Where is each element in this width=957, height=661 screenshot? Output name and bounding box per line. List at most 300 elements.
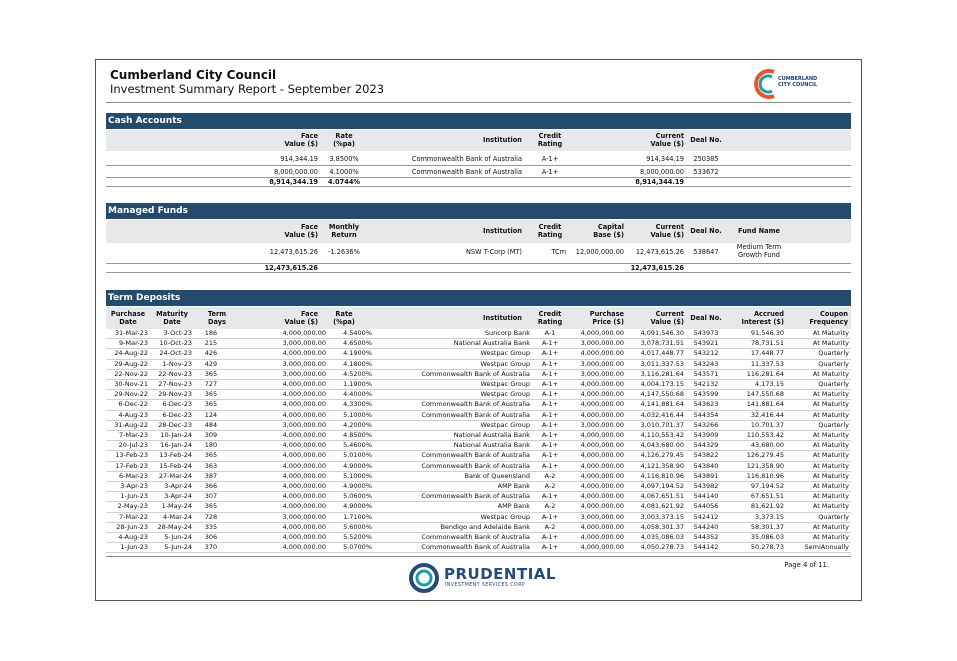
table-cell: 31-Mar-23	[114, 329, 148, 337]
table-cell: 17,448.77	[750, 349, 784, 358]
table-cell: 4,017,448.77	[640, 349, 684, 358]
prudential-name: PRUDENTIAL	[444, 565, 556, 583]
table-cell: 97,194.52	[750, 482, 784, 491]
table-cell: 4,000,000.00	[580, 461, 624, 470]
table-cell: 4,000,000.00	[282, 431, 326, 440]
mf-capital-header: Capital Base ($)	[593, 223, 624, 239]
table-row	[106, 441, 851, 451]
table-cell: 4.5200%	[343, 369, 372, 378]
table-cell: 3,116,281.64	[640, 369, 684, 378]
table-row	[106, 543, 851, 553]
table-cell: 5.0700%	[343, 543, 372, 552]
table-cell: 1.7100%	[343, 512, 372, 521]
table-cell: 4,126,279.45	[640, 451, 684, 460]
table-cell: 50,278.73	[750, 543, 784, 552]
table-cell: 4,000,000.00	[580, 431, 624, 440]
table-row	[106, 461, 851, 471]
table-cell: 365	[204, 502, 218, 511]
table-cell: A-1+	[541, 441, 559, 450]
table-cell: 4,000,000.00	[580, 543, 624, 552]
table-cell: National Australia Bank	[453, 339, 530, 348]
table-cell: 4,050,278.73	[640, 543, 684, 552]
cash-institution-header: Institution	[483, 136, 522, 144]
table-cell: 4.1900%	[343, 349, 372, 358]
table-cell: 3-Apr-24	[164, 482, 192, 491]
td-term-header: Term Days	[207, 310, 227, 326]
table-cell: 4,000,000.00	[282, 461, 326, 470]
table-cell: 22-Nov-22	[114, 369, 148, 378]
report-page: Cumberland City Council Investment Summary Report - September 2023 CUMBERLAND CITY COUNCIL Cash Accounts Face Value ($) Rate (%pa) Institution Credit Rating Current Value ($) Deal No. 914,344.19 3.8500% Commonwealth Bank of Australia A-1+ 914,344.19 250385 8,000,000.00 4.1000% Commonwealth Bank of Australia A-1+ 8,000,000.00 533672 8,914,344.19 4.0744% 8,914,344.19 Managed Funds Face Value ($) Monthly Return Institution Credit Rating Capital Base ($) Current Value ($) Deal No. Fund Name 12,473,615.26 -1.2636% NSW T-Corp (MT) TCm 12,000,000.00 12,473,615.26 538647 Medium Term Growth Fund 12,473,615.26 12,473,615.26 Term Deposits Purchase Date Maturity Date Term Days Face Value ($) Rate (%pa) Institution Credit Rating Purchase Price ($) Current Value ($) Deal No. Accrued Interest ($) Coupon Frequency 31-Mar-23 3-Oct-23 186 4,000,000.00 4.5400% Suncorp Bank A-1 4,000,000.00 4,091,546.30 543973 91,546.30 At Maturity 9-Mar-23 10-Oct-23 215 3,000,000.00 4.6500% National Australia Bank A-1+ 3,000,000.00 3,078,731.51 543921 78,731.51 At Maturity 24-Aug-22 24-Oct-23 426 4,000,000.00 4.1900% Westpac Group A-1+ 4,000,000.00 4,017,448.77 543212 17,448.77 Quarterly 29-Aug-22 1-Nov-23 429 3,000,000.00 4.1800% Westpac Group A-1+ 3,000,000.00 3,011,337.53 543243 11,337.53 Quarterly 22-Nov-22 22-Nov-23 365 3,000,000.00 4.5200% Commonwealth Bank of Australia A-1+ 3,000,000.00 3,116,281.64 543571 116,281.64 At Maturity 30-Nov-21 27-Nov-23 727 4,000,000.00 1.1900% Westpac Group A-1+ 4,000,000.00 4,004,173.15 542132 4,173.15 Quarterly 29-Nov-22 29-Nov-23 365 4,000,000.00 4.4000% Westpac Group A-1+ 4,000,000.00 4,147,550.68 543599 147,550.68 At Maturity 6-Dec-22 6-Dec-23 365 4,000,000.00 4.3300% Commonwealth Bank of Australia A-1+ 4,000,000.00 4,141,881.64 543623 141,881.64 At Maturity 4-Aug-23 6-Dec-23 124 4,000,000.00 5.1000% Commonwealth Bank of Australia A-1+ 4,000,000.00 4,032,416.44 544354 32,416.44 At Maturity 31-Aug-22 28-Dec-23 484 3,000,000.00 4.2000% Westpac Group A-1+ 3,000,000.00 3,010,701.37 543266 10,701.37 Quarterly 7-Mar-23 10-Jan-24 309 4,000,000.00 4.8500% National Australia Bank A-1+ 4,000,000.00 4,110,553.42 543909 110,553.42 At Maturity 20-Jul-23 16-Jan-24 180 4,000,000.00 5.4600% National Australia Bank A-1+ 4,000,000.00 4,043,680.00 544329 43,680.00 At Maturity 13-Feb-23 13-Feb-24 365 4,000,000.00 5.0100% Commonwealth Bank of Australia A-1+ 4,000,000.00 4,126,279.45 543822 126,279.45 At Maturity 17-Feb-23 15-Feb-24 363 4,000,000.00 4.9000% Commonwealth Bank of Australia A-1+ 4,000,000.00 4,121,358.90 543840 121,358.90 At Maturity 6-Mar-23 27-Mar-24 387 4,000,000.00 5.1000% Bank of Queensland A-2 4,000,000.00 4,116,810.96 543891 116,810.96 At Maturity 3-Apr-23 3-Apr-24 366 4,000,000.00 4.9000% AMP Bank A-2 4,000,000.00 4,097,194.52 543982 97,194.52 At Maturity 1-Jun-23 3-Apr-24 307 4,000,000.00 5.0600% Commonwealth Bank of Australia A-1+ 4,000,000.00 4,067,651.51 544140 67,651.51 At Maturity 2-May-23 1-May-24 365 4,000,000.00 4.9000% AMP Bank A-2 4,000,000.00 4,081,621.92 544056 81,621.92 At Maturity 7-Mar-22 4-Mar-24 728 3,000,000.00 1.7100% Westpac Group A-1+ 3,000,000.00 3,003,373.15 542412 3,373.15 Quarterly 28-Jun-23 28-May-24 335 4,000,000.00 5.6000% Bendigo and Adelaide Bank A-2 4,000,000.00 4,058,301.37 544240 58,301.37 At Maturity 4-Aug-23 5-Jun-24 306 4,000,000.00 5.5200% Commonwealth Bank of Australia A-1+ 4,000,000.00 4,035,086.03 544352 35,086.03 At Maturity 1-Jun-23 5-Jun-24 370 4,000,000.00 5.0700% Commonwealth Bank of Australia A-1+ 4,000,000.00 4,050,278.73 544142 50,278.73 SemiAnnually Page 4 of 11. PRUDENTIAL INVESTMENT SERVICES CORP	[95, 59, 862, 601]
td-price-header: Purchase Price ($)	[589, 310, 624, 326]
term-deposits-title: Term Deposits	[106, 290, 851, 306]
table-cell: 10-Jan-24	[160, 431, 192, 440]
table-cell: 3,000,000.00	[282, 369, 326, 378]
table-cell: A-2	[544, 482, 556, 491]
table-cell: National Australia Bank	[453, 441, 530, 450]
cash-face-header: Face Value ($)	[284, 132, 318, 148]
row-divider	[106, 165, 851, 166]
table-cell: A-1+	[541, 461, 559, 470]
table-cell: 4.6500%	[343, 339, 372, 348]
table-cell: 5-Jun-24	[164, 543, 192, 552]
td-coupon-header: Coupon Frequency	[809, 310, 848, 326]
table-cell: 4.9000%	[343, 461, 372, 470]
table-cell: 4,116,810.96	[640, 471, 684, 480]
table-cell: 4,000,000.00	[580, 533, 624, 542]
table-cell: At Maturity	[812, 369, 849, 378]
table-cell: 366	[204, 482, 218, 491]
mf-deal-header: Deal No.	[690, 227, 722, 235]
table-cell: 3-Oct-23	[163, 329, 192, 337]
table-cell: A-1+	[541, 380, 559, 389]
table-row	[106, 329, 851, 339]
table-cell: 13-Feb-23	[115, 451, 148, 460]
table-cell: 28-Dec-23	[158, 420, 192, 429]
cash-rate-header: Rate (%pa)	[333, 132, 355, 148]
table-cell: 17-Feb-23	[115, 461, 148, 470]
table-cell: 543822	[693, 451, 719, 460]
table-cell: At Maturity	[812, 482, 849, 491]
table-cell: Westpac Group	[480, 359, 530, 368]
table-cell: 4,000,000.00	[282, 390, 326, 399]
logo-text: CUMBERLAND CITY COUNCIL	[778, 76, 818, 88]
table-cell: 141,881.64	[746, 400, 784, 409]
table-cell: 728	[204, 512, 218, 521]
table-cell: 4,110,553.42	[640, 431, 684, 440]
table-cell: 4,000,000.00	[580, 390, 624, 399]
table-row	[106, 359, 851, 369]
table-cell: Commonwealth Bank of Australia	[421, 369, 530, 378]
td-current-header: Current Value ($)	[650, 310, 684, 326]
table-cell: 4,000,000.00	[580, 349, 624, 358]
td-purchase-date-header: Purchase Date	[110, 310, 146, 326]
table-cell: 3,000,000.00	[580, 369, 624, 378]
table-cell: 543891	[693, 471, 719, 480]
table-cell: 544140	[693, 492, 719, 501]
td-institution-header: Institution	[483, 314, 522, 322]
table-cell: 10-Oct-23	[159, 339, 192, 348]
table-cell: 5.6000%	[343, 522, 372, 531]
table-cell: 365	[204, 400, 218, 409]
cash-current-header: Current Value ($)	[650, 132, 684, 148]
footer-divider	[106, 556, 851, 557]
table-cell: 30-Nov-21	[114, 380, 148, 389]
table-cell: 4,121,358.90	[640, 461, 684, 470]
table-row	[106, 512, 851, 522]
table-cell: 4,173.15	[755, 380, 784, 389]
table-cell: 4,043,680.00	[640, 441, 684, 450]
mf-fund-header: Fund Name	[738, 227, 780, 235]
table-cell: 3,000,000.00	[580, 339, 624, 348]
table-cell: 16-Jan-24	[160, 441, 192, 450]
table-cell: 28-May-24	[157, 522, 192, 531]
table-cell: 22-Nov-23	[158, 369, 192, 378]
table-cell: 426	[204, 349, 218, 358]
table-cell: 7-Mar-22	[119, 512, 148, 521]
table-cell: 365	[204, 451, 218, 460]
table-cell: Westpac Group	[480, 380, 530, 389]
td-maturity-date-header: Maturity Date	[156, 310, 188, 326]
table-cell: 24-Oct-23	[159, 349, 192, 358]
table-cell: 147,550.68	[746, 390, 784, 399]
table-cell: 2-May-23	[117, 502, 148, 511]
table-cell: 4,000,000.00	[580, 410, 624, 419]
table-cell: At Maturity	[812, 390, 849, 399]
table-cell: Commonwealth Bank of Australia	[421, 461, 530, 470]
table-cell: 4,000,000.00	[282, 543, 326, 552]
table-cell: 126,279.45	[746, 451, 784, 460]
table-cell: A-1+	[541, 390, 559, 399]
table-cell: 3,000,000.00	[282, 512, 326, 521]
table-row	[106, 522, 851, 532]
table-cell: 543599	[693, 390, 719, 399]
table-cell: 5.1000%	[343, 471, 372, 480]
table-cell: 110,553.42	[746, 431, 784, 440]
table-cell: AMP Bank	[497, 502, 530, 511]
table-cell: 4,000,000.00	[282, 482, 326, 491]
table-cell: 363	[204, 461, 218, 470]
table-cell: 4,035,086.03	[640, 533, 684, 542]
fund-name: Medium Term Growth Fund	[736, 243, 782, 259]
td-accrued-header: Accrued Interest ($)	[741, 310, 784, 326]
td-face-header: Face Value ($)	[284, 310, 318, 326]
table-cell: 4.8500%	[343, 431, 372, 440]
managed-funds-title: Managed Funds	[106, 203, 851, 219]
cash-deal-header: Deal No.	[690, 136, 722, 144]
table-cell: 215	[204, 339, 218, 348]
table-cell: 544240	[693, 522, 719, 531]
table-cell: 544142	[693, 543, 719, 552]
table-cell: 186	[204, 329, 218, 337]
table-cell: At Maturity	[812, 329, 849, 337]
table-cell: 3,000,000.00	[282, 420, 326, 429]
table-cell: 727	[204, 380, 218, 389]
table-cell: 6-Dec-22	[118, 400, 148, 409]
table-cell: Commonwealth Bank of Australia	[421, 543, 530, 552]
table-cell: 3,000,000.00	[282, 339, 326, 348]
table-cell: 3,000,000.00	[580, 512, 624, 521]
table-cell: 31-Aug-22	[114, 420, 148, 429]
table-row	[106, 533, 851, 543]
prudential-subtitle: INVESTMENT SERVICES CORP	[445, 583, 526, 588]
table-cell: 543921	[693, 339, 719, 348]
table-cell: 4,000,000.00	[282, 451, 326, 460]
table-cell: 4,004,173.15	[640, 380, 684, 389]
table-cell: Suncorp Bank	[484, 329, 530, 337]
table-cell: 543212	[693, 349, 719, 358]
table-cell: Westpac Group	[480, 420, 530, 429]
table-cell: At Maturity	[812, 471, 849, 480]
table-cell: Quarterly	[818, 380, 849, 389]
table-cell: 81,621.92	[750, 502, 784, 511]
table-cell: 4,000,000.00	[282, 502, 326, 511]
td-rate-header: Rate (%pa)	[333, 310, 355, 326]
cash-credit-header: Credit Rating	[537, 132, 563, 148]
term-deposits-table	[106, 329, 851, 553]
table-cell: Westpac Group	[480, 390, 530, 399]
table-cell: 429	[204, 359, 218, 368]
table-cell: A-1+	[541, 369, 559, 378]
table-cell: A-1+	[541, 349, 559, 358]
table-cell: 91,546.30	[750, 329, 784, 337]
table-cell: 4.5400%	[343, 329, 372, 337]
table-cell: 27-Nov-23	[158, 380, 192, 389]
table-cell: 9-Mar-23	[119, 339, 148, 348]
table-cell: 43,680.00	[750, 441, 784, 450]
table-cell: 4,000,000.00	[580, 482, 624, 491]
table-cell: A-1+	[541, 420, 559, 429]
table-cell: 4,147,550.68	[640, 390, 684, 399]
table-cell: National Australia Bank	[453, 431, 530, 440]
table-cell: 4,000,000.00	[580, 380, 624, 389]
table-cell: 4,000,000.00	[282, 492, 326, 501]
table-cell: 543909	[693, 431, 719, 440]
table-cell: 4,141,881.64	[640, 400, 684, 409]
table-cell: 124	[204, 410, 218, 419]
table-cell: 6-Dec-23	[162, 400, 192, 409]
table-cell: A-2	[544, 502, 556, 511]
row-divider	[106, 263, 851, 264]
table-cell: 4.3300%	[343, 400, 372, 409]
table-cell: SemiAnnually	[804, 543, 849, 552]
table-cell: 24-Aug-22	[114, 349, 148, 358]
table-cell: At Maturity	[812, 533, 849, 542]
table-row	[106, 420, 851, 430]
table-cell: 544354	[693, 410, 719, 419]
row-divider	[106, 177, 851, 178]
mf-face-header: Face Value ($)	[284, 223, 318, 239]
table-cell: 4,000,000.00	[282, 410, 326, 419]
table-row	[106, 349, 851, 359]
mf-credit-header: Credit Rating	[537, 223, 563, 239]
table-cell: 7-Mar-23	[119, 431, 148, 440]
table-cell: 20-Jul-23	[118, 441, 148, 450]
table-cell: 4,000,000.00	[580, 400, 624, 409]
table-cell: At Maturity	[812, 339, 849, 348]
prudential-logo	[408, 562, 558, 594]
table-cell: 1-Jun-23	[120, 492, 148, 501]
table-cell: 6-Dec-23	[162, 410, 192, 419]
cumberland-logo	[752, 66, 832, 102]
table-row	[106, 369, 851, 379]
table-cell: Commonwealth Bank of Australia	[421, 400, 530, 409]
table-cell: 4,000,000.00	[282, 349, 326, 358]
mf-institution-header: Institution	[483, 227, 522, 235]
table-row	[106, 339, 851, 349]
table-cell: 58,301.37	[750, 522, 784, 531]
table-cell: 11,337.53	[750, 359, 784, 368]
table-cell: A-1+	[541, 400, 559, 409]
table-cell: 4,000,000.00	[580, 441, 624, 450]
table-row	[106, 482, 851, 492]
table-cell: Westpac Group	[480, 349, 530, 358]
table-cell: 5.0100%	[343, 451, 372, 460]
table-cell: 180	[204, 441, 218, 450]
table-cell: 4-Mar-24	[163, 512, 192, 521]
table-cell: 4,000,000.00	[282, 522, 326, 531]
table-cell: Bendigo and Adelaide Bank	[440, 522, 530, 531]
table-cell: 3-Apr-24	[164, 492, 192, 501]
table-row	[106, 390, 851, 400]
table-cell: 3-Apr-23	[120, 482, 148, 491]
table-cell: 3,000,000.00	[282, 359, 326, 368]
table-cell: 32,416.44	[750, 410, 784, 419]
table-cell: 309	[204, 431, 218, 440]
mf-return-header: Monthly Return	[328, 223, 360, 239]
table-cell: 4,000,000.00	[282, 329, 326, 337]
table-cell: 116,281.64	[746, 369, 784, 378]
table-cell: 28-Jun-23	[116, 522, 148, 531]
table-cell: A-1+	[541, 431, 559, 440]
table-cell: Quarterly	[818, 512, 849, 521]
table-cell: 544352	[693, 533, 719, 542]
table-cell: A-1+	[541, 451, 559, 460]
table-cell: 543243	[693, 359, 719, 368]
table-row	[106, 451, 851, 461]
table-cell: 543973	[693, 329, 719, 337]
table-cell: 4,000,000.00	[580, 502, 624, 511]
mf-current-header: Current Value ($)	[650, 223, 684, 239]
table-cell: 3,000,000.00	[580, 359, 624, 368]
table-cell: 306	[204, 533, 218, 542]
table-cell: 544329	[693, 441, 719, 450]
page-number: Page 4 of 11.	[784, 561, 829, 569]
table-cell: 542132	[693, 380, 719, 389]
table-cell: 13-Feb-24	[159, 451, 192, 460]
table-cell: 4,000,000.00	[580, 522, 624, 531]
table-cell: AMP Bank	[497, 482, 530, 491]
table-cell: 1.1900%	[343, 380, 372, 389]
table-cell: A-1	[544, 329, 556, 337]
table-cell: 4,000,000.00	[282, 441, 326, 450]
table-cell: Quarterly	[818, 349, 849, 358]
table-cell: 5.1000%	[343, 410, 372, 419]
table-cell: 4,000,000.00	[580, 329, 624, 337]
table-cell: 6-Mar-23	[119, 471, 148, 480]
table-cell: 542412	[693, 512, 719, 521]
table-cell: 4,091,546.30	[640, 329, 684, 337]
table-cell: 4,081,621.92	[640, 502, 684, 511]
table-cell: 484	[204, 420, 218, 429]
table-cell: 4,000,000.00	[580, 451, 624, 460]
row-divider	[106, 272, 851, 273]
table-cell: 3,011,337.53	[640, 359, 684, 368]
table-cell: Commonwealth Bank of Australia	[421, 533, 530, 542]
table-cell: A-1+	[541, 533, 559, 542]
table-cell: At Maturity	[812, 461, 849, 470]
table-cell: A-1+	[541, 359, 559, 368]
table-cell: A-1+	[541, 410, 559, 419]
table-cell: 543623	[693, 400, 719, 409]
table-cell: 1-Jun-23	[120, 543, 148, 552]
table-cell: 543982	[693, 482, 719, 491]
table-cell: At Maturity	[812, 441, 849, 450]
table-cell: 4,000,000.00	[282, 533, 326, 542]
table-cell: 67,651.51	[750, 492, 784, 501]
table-cell: 544056	[693, 502, 719, 511]
table-cell: 365	[204, 369, 218, 378]
table-cell: A-1+	[541, 512, 559, 521]
td-credit-header: Credit Rating	[537, 310, 563, 326]
table-row	[106, 410, 851, 420]
table-cell: At Maturity	[812, 400, 849, 409]
table-cell: 35,086.03	[750, 533, 784, 542]
row-divider	[106, 186, 851, 187]
table-cell: 4.9000%	[343, 482, 372, 491]
table-cell: 15-Feb-24	[159, 461, 192, 470]
table-cell: 4,032,416.44	[640, 410, 684, 419]
table-cell: At Maturity	[812, 502, 849, 511]
table-cell: 116,810.96	[746, 471, 784, 480]
table-cell: At Maturity	[812, 492, 849, 501]
table-cell: 29-Aug-22	[114, 359, 148, 368]
table-cell: 3,003,373.15	[640, 512, 684, 521]
table-row	[106, 380, 851, 390]
table-cell: A-1+	[541, 543, 559, 552]
table-cell: 4,000,000.00	[580, 471, 624, 480]
table-cell: At Maturity	[812, 522, 849, 531]
term-deposits-body	[106, 329, 851, 553]
table-cell: Commonwealth Bank of Australia	[421, 451, 530, 460]
table-cell: 543266	[693, 420, 719, 429]
table-cell: 4.4000%	[343, 390, 372, 399]
table-cell: 4,067,651.51	[640, 492, 684, 501]
header-divider	[106, 102, 851, 103]
table-cell: A-2	[544, 522, 556, 531]
table-cell: 4,000,000.00	[282, 400, 326, 409]
table-row	[106, 431, 851, 441]
table-cell: 5.4600%	[343, 441, 372, 450]
table-cell: 3,010,701.37	[640, 420, 684, 429]
table-cell: 4,000,000.00	[580, 492, 624, 501]
table-cell: 5.5200%	[343, 533, 372, 542]
table-row	[106, 502, 851, 512]
table-cell: A-2	[544, 471, 556, 480]
table-cell: 5-Jun-24	[164, 533, 192, 542]
table-cell: 78,731.51	[750, 339, 784, 348]
table-cell: 307	[204, 492, 218, 501]
table-cell: 121,358.90	[746, 461, 784, 470]
table-cell: 29-Nov-22	[114, 390, 148, 399]
table-cell: 1-Nov-23	[162, 359, 192, 368]
table-cell: Commonwealth Bank of Australia	[421, 492, 530, 501]
table-cell: 1-May-24	[161, 502, 192, 511]
table-cell: 3,373.15	[755, 512, 784, 521]
table-cell: 543840	[693, 461, 719, 470]
table-cell: A-1+	[541, 339, 559, 348]
table-cell: At Maturity	[812, 451, 849, 460]
table-cell: A-1+	[541, 492, 559, 501]
